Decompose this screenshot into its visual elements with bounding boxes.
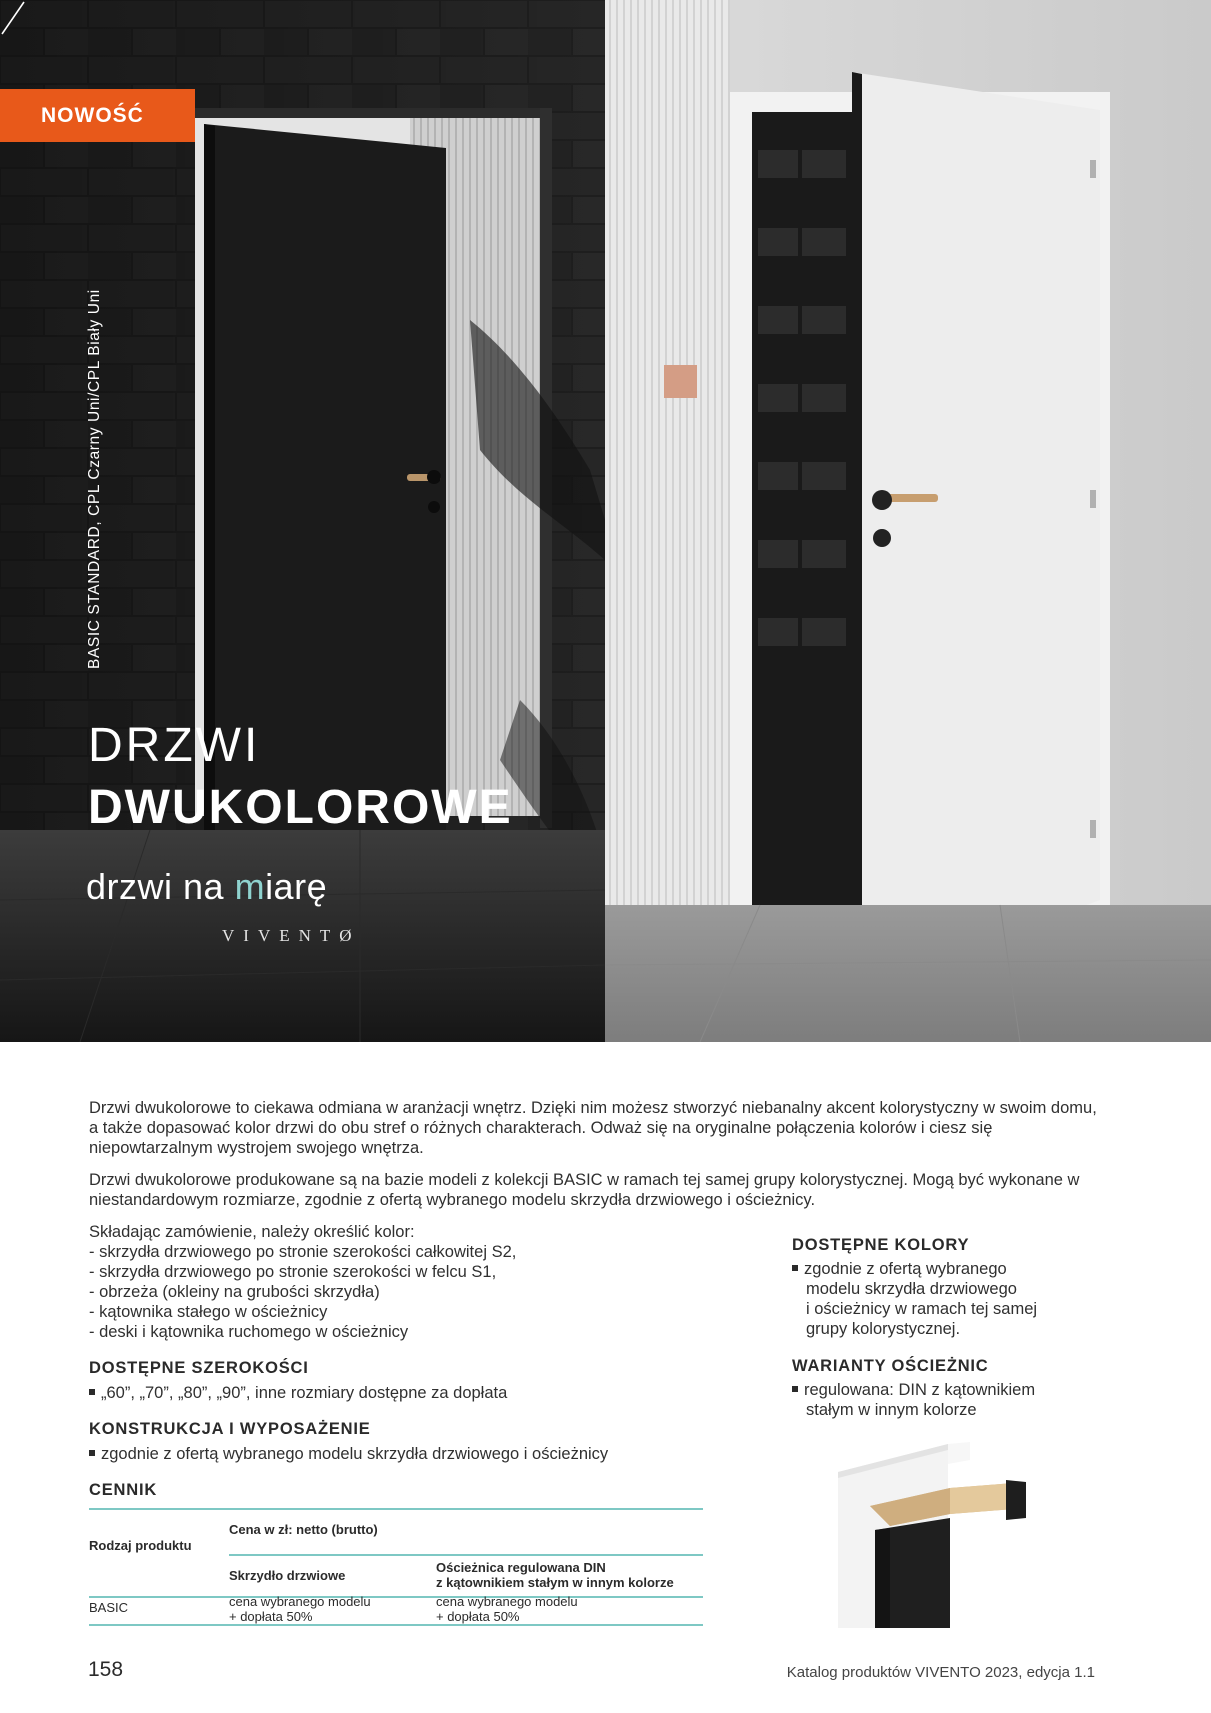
- frame-column-header-line2: z kątownikiem stałym w innym kolorze: [436, 1575, 674, 1590]
- colors-line1: zgodnie z ofertą wybranego: [804, 1260, 1007, 1278]
- table-row-frame: [436, 1594, 578, 1624]
- bullet-icon: [792, 1386, 798, 1392]
- table-rule: [89, 1596, 703, 1598]
- table-rule: [89, 1508, 703, 1510]
- brand-slogan-m: m: [234, 866, 266, 907]
- colors-line3: i ościeżnicy w ramach tej samej: [806, 1300, 1038, 1318]
- frames-item: [792, 1380, 1112, 1420]
- widths-text: „60”, „70”, „80”, „90”, inne rozmiary dostępne za dopłata: [101, 1384, 508, 1402]
- colors-item: [792, 1259, 1112, 1339]
- frames-line1: regulowana: DIN z kątownikiem: [804, 1381, 1036, 1399]
- widths-heading: DOSTĘPNE SZEROKOŚCI: [89, 1359, 309, 1377]
- price-heading: CENNIK: [89, 1481, 158, 1499]
- intro-paragraph-1: Drzwi dwukolorowe to ciekawa odmiana w aranżacji wnętrz. Dzięki nim możesz stworzyć niebanalny akcent kolorystyczny w swoim domu, a także dopasować kolor drzwi do obu stref o różnych charakterach. Odważ się na oryginalne połączenia kolorów i ciesz się niepowtarzalnym wystrojem swojego wnętrza.: [89, 1099, 1097, 1157]
- order-instructions: [89, 1222, 749, 1342]
- construction-heading: KONSTRUKCJA I WYPOSAŻENIE: [89, 1420, 371, 1438]
- order-heading: Składając zamówienie, należy określić kolor:: [89, 1223, 415, 1241]
- bullet-icon: [89, 1389, 95, 1395]
- order-item: - kątownika stałego w ościeżnicy: [89, 1303, 328, 1321]
- frames-line2: stałym w innym kolorze: [806, 1401, 977, 1419]
- vivento-logo: VIVENTØ: [222, 926, 361, 945]
- table-row-frame-line2: + dopłata 50%: [436, 1609, 520, 1624]
- frames-heading: WARIANTY OŚCIEŻNIC: [792, 1357, 989, 1375]
- table-row-frame-line1: cena wybranego modelu: [436, 1594, 578, 1609]
- slash-decoration: [0, 0, 26, 36]
- intro-paragraph-2: Drzwi dwukolorowe produkowane są na bazie modeli z kolekcji BASIC w ramach tej samej grupy kolorystycznej. Mogą być wykonane w niestandardowym rozmiarze, zgodnie z ofertą wybranego modelu skrzydła drzwiowego i ościeżnicy.: [89, 1171, 1080, 1209]
- brand-slogan-suffix: iarę: [265, 866, 328, 907]
- hero-title-line2: DWUKOLOROWE: [88, 781, 513, 834]
- table-row-product: BASIC: [89, 1600, 129, 1615]
- order-item: - skrzydła drzwiowego po stronie szerokości w felcu S1,: [89, 1263, 497, 1281]
- frame-column-header-line1: Ościeżnica regulowana DIN: [436, 1560, 606, 1575]
- brand-slogan: [86, 866, 327, 908]
- frame-column-header: [436, 1560, 674, 1590]
- colors-line2: modelu skrzydła drzwiowego: [806, 1280, 1017, 1298]
- brand-slogan-prefix: drzwi na: [86, 866, 235, 907]
- table-row-leaf-line1: cena wybranego modelu: [229, 1594, 371, 1609]
- colors-line4: grupy kolorystycznej.: [806, 1320, 961, 1338]
- catalog-footer: Katalog produktów VIVENTO 2023, edycja 1.1: [786, 1664, 1095, 1681]
- model-caption: BASIC STANDARD, CPL Czarny Uni/CPL Biały Uni: [86, 289, 103, 669]
- table-row-leaf-line2: + dopłata 50%: [229, 1609, 313, 1624]
- leaf-column-header: Skrzydło drzwiowe: [229, 1568, 346, 1583]
- order-item: - deski i kątownika ruchomego w ościeżnicy: [89, 1323, 409, 1341]
- new-badge: NOWOŚĆ: [0, 89, 195, 142]
- table-rule: [229, 1554, 703, 1556]
- bullet-icon: [89, 1450, 95, 1456]
- bullet-icon: [792, 1265, 798, 1271]
- table-row-leaf: [229, 1594, 371, 1624]
- hero-title-line1: DRZWI: [88, 719, 261, 772]
- colors-heading: DOSTĘPNE KOLORY: [792, 1236, 970, 1254]
- construction-item: [89, 1444, 608, 1464]
- price-group-header: Cena w zł: netto (brutto): [229, 1522, 378, 1537]
- table-rule: [89, 1624, 703, 1626]
- construction-text: zgodnie z ofertą wybranego modelu skrzydła drzwiowego i ościeżnicy: [101, 1445, 609, 1463]
- order-item: - skrzydła drzwiowego po stronie szerokości całkowitej S2,: [89, 1243, 517, 1261]
- door-frame-image: [830, 1438, 1040, 1628]
- widths-item: [89, 1383, 507, 1403]
- order-item: - obrzeża (okleiny na grubości skrzydła): [89, 1283, 380, 1301]
- product-column-header: Rodzaj produktu: [89, 1538, 192, 1553]
- page-number: 158: [88, 1658, 124, 1681]
